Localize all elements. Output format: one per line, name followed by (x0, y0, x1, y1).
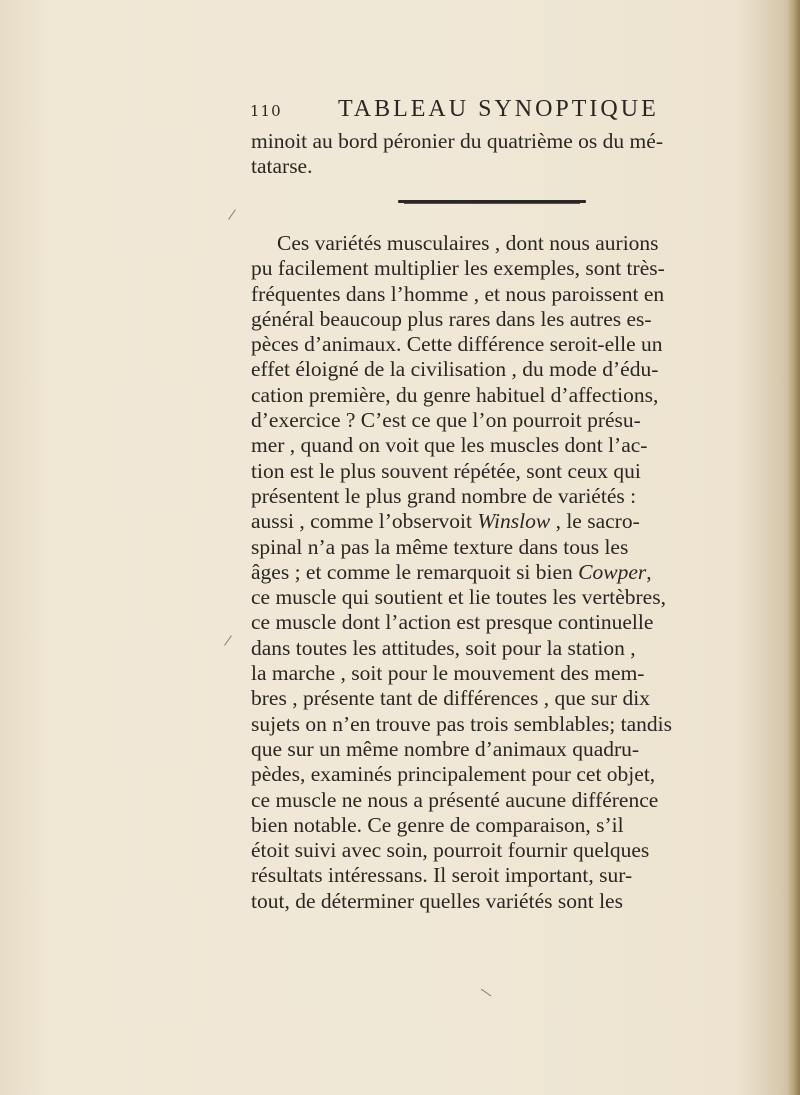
page-edge (786, 0, 800, 1095)
text-line: ce muscle ne nous a présenté aucune différence (251, 787, 659, 812)
text-line: effet éloigné de la civilisation , du mode d’édu- (251, 357, 659, 382)
text-line: ce muscle dont l’action est presque continuelle (251, 610, 654, 635)
text-line: fréquentes dans l’homme , et nous paroissent en (251, 281, 665, 306)
text-line: spinal n’a pas la même texture dans tous les (251, 534, 629, 559)
text-line: minoit au bord péronier du quatrième os du mé- (251, 129, 663, 153)
section-rule (398, 200, 586, 203)
text-line: dans toutes les attitudes, soit pour la station , (251, 635, 636, 660)
text-line: que sur un même nombre d’animaux quadru- (251, 736, 640, 761)
text-line: ce muscle qui soutient et lie toutes les vertèbres, (251, 585, 666, 610)
running-head (250, 96, 710, 126)
main-paragraph (251, 231, 709, 914)
text-line: d’exercice ? C’est ce que l’on pourroit présu- (251, 408, 641, 433)
text-line: la marche , soit pour le mouvement des mem- (251, 661, 645, 686)
author-name-cowper: Cowper (578, 559, 647, 584)
text-line: bien notable. Ce genre de comparaison, s’il (251, 812, 624, 837)
text-line: pu facilement multiplier les exemples, sont très- (251, 256, 665, 281)
text-segment: âges ; et comme le remarquoit si bien (251, 559, 579, 584)
header-title: TABLEAU SYNOPTIQUE (338, 96, 659, 122)
text-line: résultats intéressans. Il seroit important, sur- (251, 863, 633, 888)
text-line: cation première, du genre habituel d’affections, (251, 382, 659, 407)
text-line (251, 509, 709, 534)
text-line: tout, de déterminer quelles variétés sont les (251, 888, 623, 913)
text-line: pèces d’animaux. Cette différence seroit-elle un (251, 332, 663, 357)
text-line: mer , quand on voit que les muscles dont l’ac- (251, 433, 648, 458)
paper-speck (224, 635, 232, 645)
text-line: sujets on n’en trouve pas trois semblables; tandis (251, 711, 672, 736)
author-name-winslow: Winslow (477, 509, 551, 534)
text-line: tion est le plus souvent répétée, sont ceux qui (251, 458, 641, 483)
text-line: tatarse. (251, 154, 313, 179)
text-line (251, 560, 709, 585)
text-line: bres , présente tant de différences , que sur dix (251, 686, 650, 711)
text-line: pèdes, examinés principalement pour cet objet, (251, 762, 656, 787)
text-segment: , (646, 559, 652, 584)
text-line: étoit suivi avec soin, pourroit fournir quelques (251, 838, 650, 863)
intro-text (251, 129, 709, 180)
page-number: 110 (250, 102, 282, 120)
paper-speck (481, 989, 491, 997)
text-line: Ces variétés musculaires , dont nous aurions (277, 231, 659, 255)
text-line: général beaucoup plus rares dans les autres es- (251, 306, 652, 331)
paper-speck (228, 209, 236, 219)
text-segment: , le sacro- (550, 509, 640, 534)
text-segment: aussi , comme l’observoit (251, 509, 478, 534)
text-line: présentent le plus grand nombre de variétés : (251, 483, 637, 508)
